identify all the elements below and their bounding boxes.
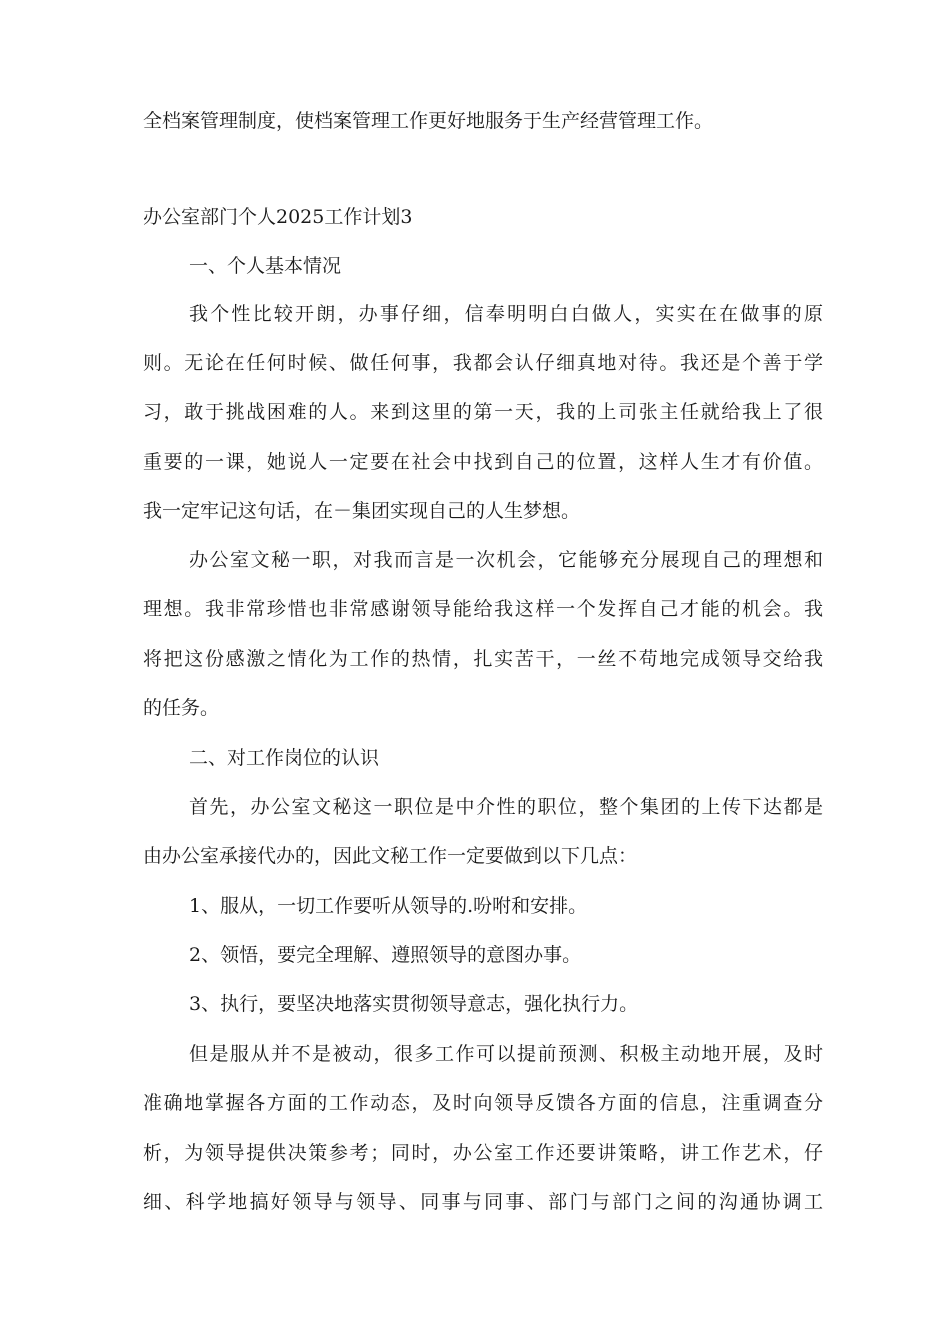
paragraph-line: 由办公室承接代办的，因此文秘工作一定要做到以下几点： — [143, 845, 638, 867]
paragraph-line: 我一定牢记这句话，在－集团实现自己的人生梦想。 — [143, 500, 581, 522]
paragraph-line: 重要的一课，她说人一定要在社会中找到自己的位置，这样人生才有价值。 — [143, 451, 823, 473]
section-heading: 二、对工作岗位的认识 — [189, 747, 380, 769]
list-item: 3、执行，要坚决地落实贯彻领导意志，强化执行力。 — [189, 993, 639, 1015]
paragraph-line: 的任务。 — [143, 697, 220, 719]
paragraph-line: 我个性比较开朗，办事仔细，信奉明明白白做人，实实在在做事的原 — [189, 303, 823, 325]
paragraph-line: 则。无论在任何时候、做任何事，我都会认仔细真地对待。我还是个善于学 — [143, 352, 823, 374]
paragraph-line: 办公室文秘一职，对我而言是一次机会，它能够充分展现自己的理想和 — [189, 549, 823, 571]
paragraph-line: 将把这份感激之情化为工作的热情，扎实苦干，一丝不苟地完成领导交给我 — [143, 648, 823, 670]
paragraph-line: 准确地掌握各方面的工作动态，及时向领导反馈各方面的信息，注重调查分 — [143, 1092, 823, 1114]
section-heading: 一、个人基本情况 — [189, 255, 342, 277]
paragraph-line: 首先，办公室文秘这一职位是中介性的职位，整个集团的上传下达都是 — [189, 796, 823, 818]
paragraph-line: 析，为领导提供决策参考；同时，办公室工作还要讲策略，讲工作艺术，仔 — [143, 1142, 823, 1164]
paragraph-line: 习，敢于挑战困难的人。来到这里的第一天，我的上司张主任就给我上了很 — [143, 401, 823, 423]
list-item: 1、服从，一切工作要听从领导的.吩咐和安排。 — [189, 895, 588, 917]
paragraph-line: 但是服从并不是被动，很多工作可以提前预测、积极主动地开展，及时 — [189, 1043, 823, 1065]
list-item: 2、领悟，要完全理解、遵照领导的意图办事。 — [189, 944, 582, 966]
paragraph-line: 全档案管理制度，使档案管理工作更好地服务于生产经营管理工作。 — [143, 110, 714, 132]
paragraph-line: 理想。我非常珍惜也非常感谢领导能给我这样一个发挥自己才能的机会。我 — [143, 598, 823, 620]
paragraph-line: 细、科学地搞好领导与领导、同事与同事、部门与部门之间的沟通协调工 — [143, 1191, 823, 1213]
section-title: 办公室部门个人2025工作计划3 — [143, 206, 413, 228]
